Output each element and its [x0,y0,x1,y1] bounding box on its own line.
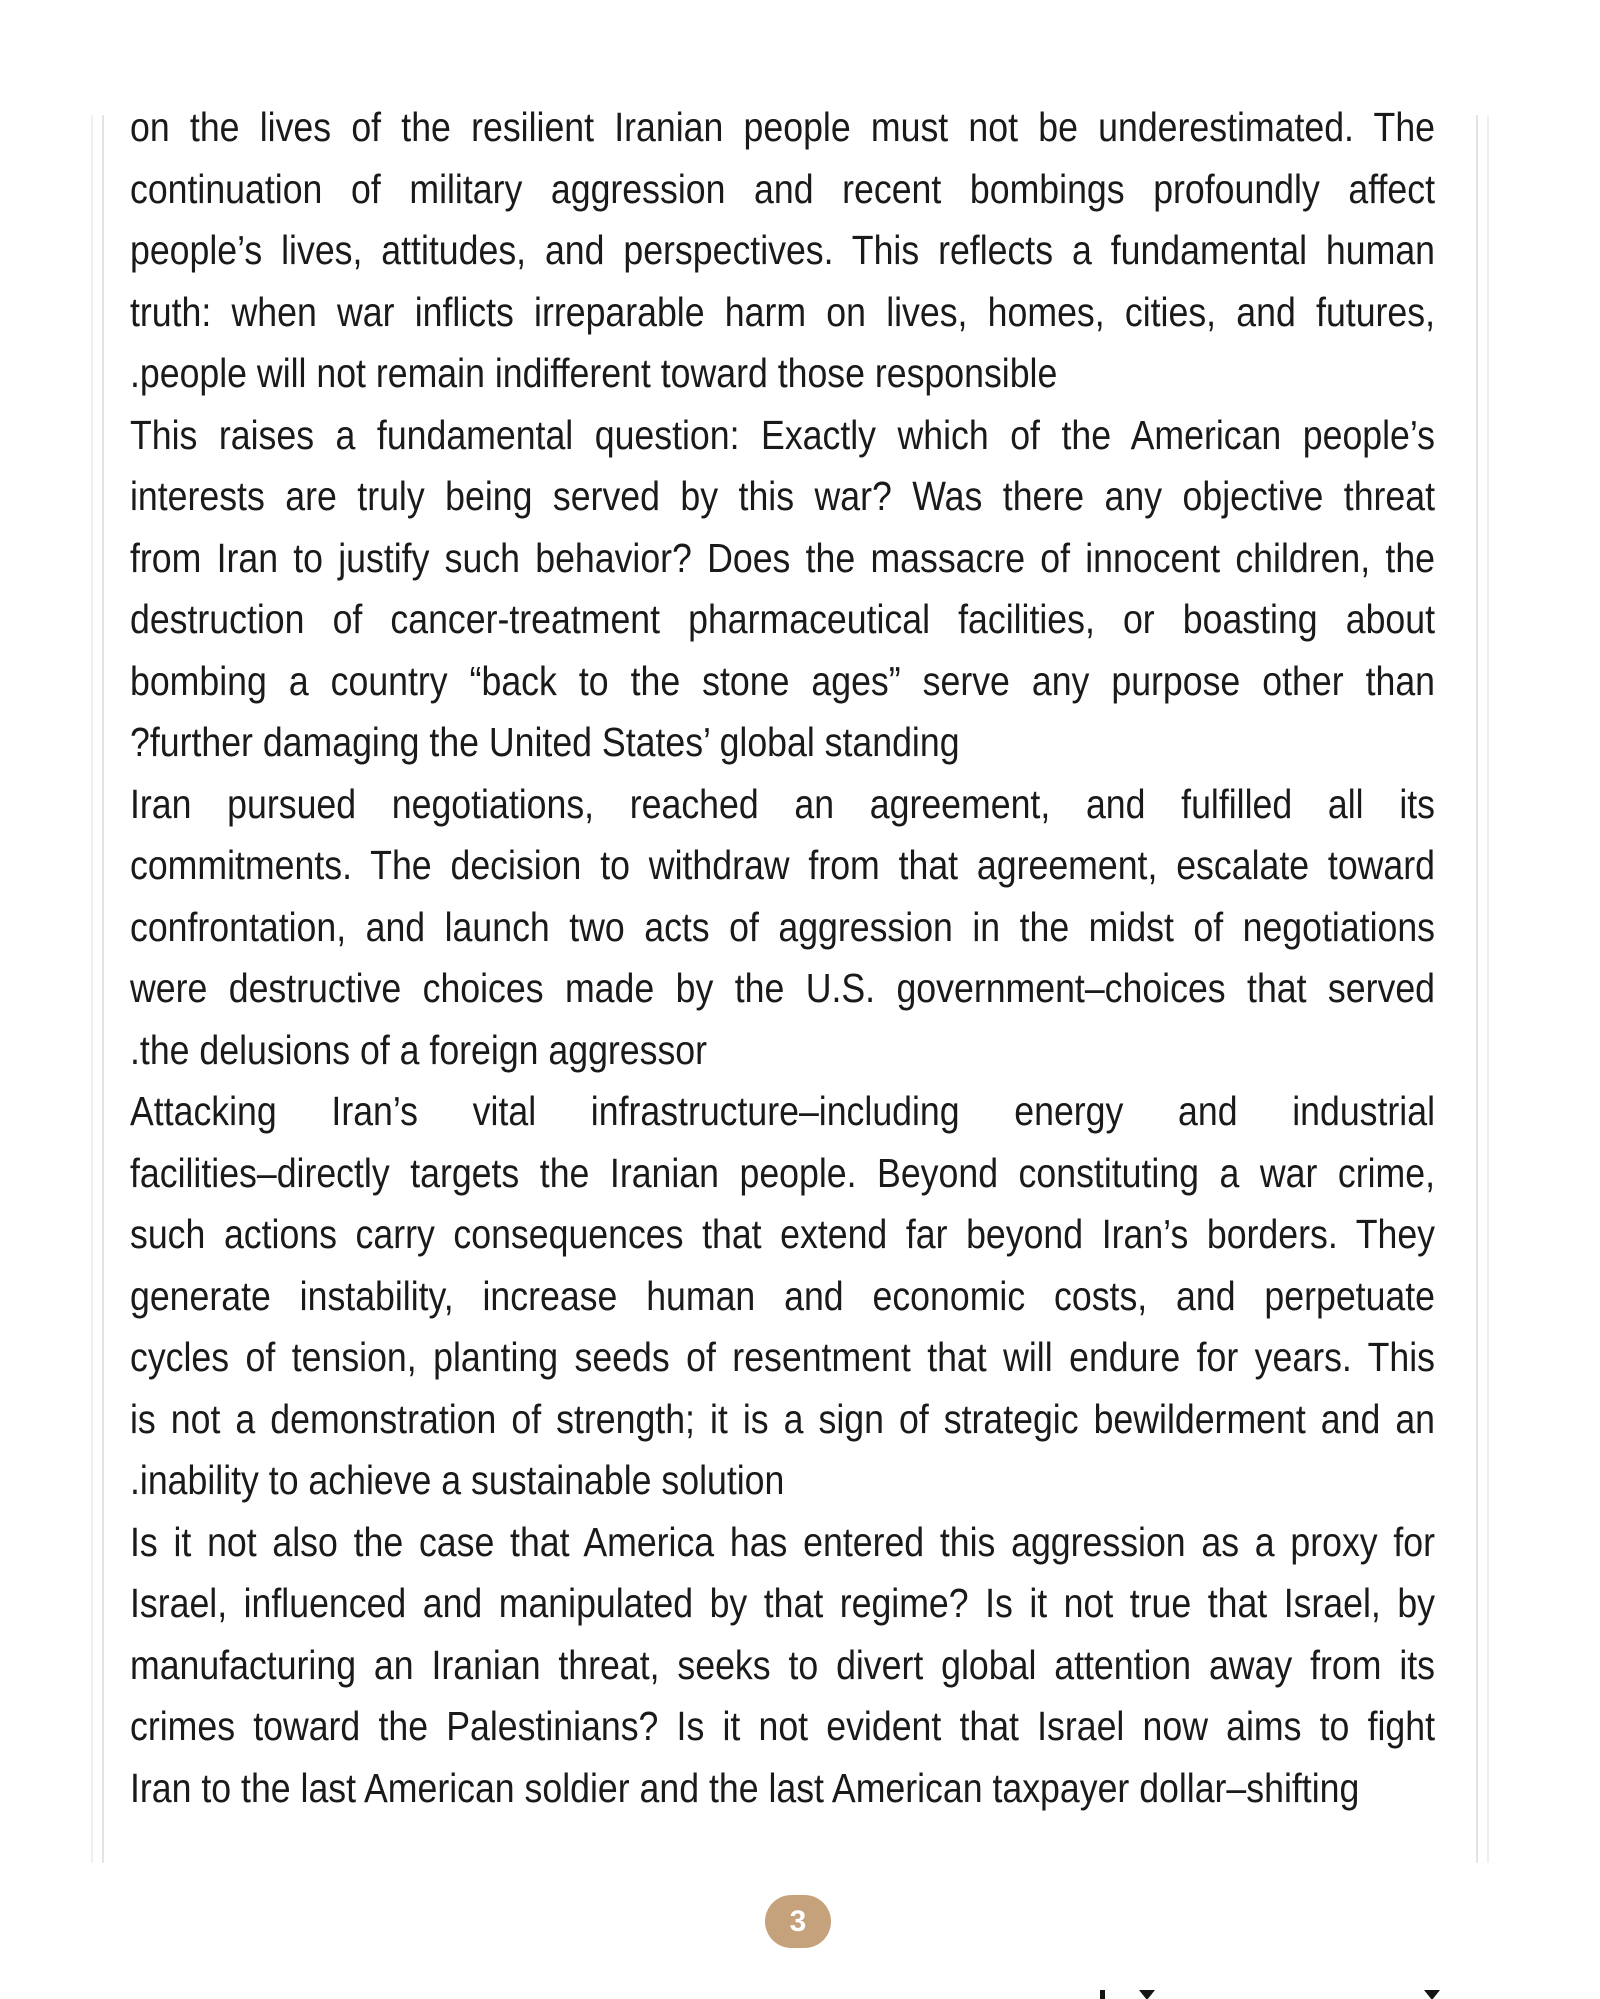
paragraph [130,405,1435,774]
cutoff-glyph-fragment [1100,1990,1105,1999]
text-line: .the delusions of a foreign aggressor [130,1026,708,1073]
page-number: 3 [789,1904,807,1938]
text-line: manufacturing an Iranian threat, seeks to divert global attention away from its [130,1641,1435,1688]
text-line: cycles of tension, planting seeds of resentment that will endure for years. This [130,1334,1435,1380]
text-line: facilities–directly targets the Iranian people. Beyond constituting a war crime, [130,1149,1435,1196]
text-line: commitments. The decision to withdraw from that agreement, escalate toward [130,842,1435,888]
text-line: generate instability, increase human and economic costs, and perpetuate [130,1272,1435,1319]
paragraph [130,774,1435,1082]
text-line: .people will not remain indifferent toward those responsible [130,350,1058,396]
text-line: confrontation, and launch two acts of aggression in the midst of negotiations [130,903,1435,950]
text-line: bombing a country “back to the stone ages” serve any purpose other than [130,657,1435,704]
text-line: Is it not also the case that America has entered this aggression as a proxy for [130,1518,1435,1565]
text-line: from Iran to justify such behavior? Does the massacre of innocent children, the [130,534,1435,581]
paragraph [130,1512,1435,1820]
text-line: is not a demonstration of strength; it is a sign of strategic bewilderment and an [130,1395,1435,1442]
text-line: Iran to the last American soldier and the last American taxpayer dollar–shifting [130,1764,1360,1811]
paragraph [130,1081,1435,1512]
cutoff-glyph-fragment [1424,1990,1440,1999]
page-text [130,97,1435,1819]
text-line: crimes toward the Palestinians? Is it not evident that Israel now aims to fight [130,1703,1435,1749]
text-line: .inability to achieve a sustainable solution [130,1457,785,1503]
text-line: interests are truly being served by this war? Was there any objective threat [130,473,1435,519]
text-line: such actions carry consequences that extend far beyond Iran’s borders. They [130,1211,1435,1257]
page-stack-edge-left-outer [91,115,93,1863]
page-stack-edge-right-inner [1476,115,1478,1863]
page-stack-edge-left-inner [102,115,104,1863]
text-line: destruction of cancer-treatment pharmaceutical facilities, or boasting about [130,596,1435,642]
text-line: ?further damaging the United States’ global standing [130,719,960,765]
text-line: This raises a fundamental question: Exactly which of the American people’s [130,411,1435,458]
text-line: truth: when war inflicts irreparable harm on lives, homes, cities, and futures, [130,288,1435,335]
paragraph [130,97,1435,405]
text-line: were destructive choices made by the U.S. government–choices that served [130,965,1435,1011]
text-line: people’s lives, attitudes, and perspectives. This reflects a fundamental human [130,227,1435,273]
text-line: Iran pursued negotiations, reached an agreement, and fulfilled all its [130,780,1435,827]
page-number-badge [765,1895,831,1948]
text-line: Israel, influenced and manipulated by that regime? Is it not true that Israel, by [130,1580,1435,1626]
text-line: Attacking Iran’s vital infrastructure–including energy and industrial [130,1088,1435,1134]
cutoff-glyph-fragment [1139,1990,1155,1999]
text-line: on the lives of the resilient Iranian people must not be underestimated. The [130,104,1435,150]
text-line: continuation of military aggression and recent bombings profoundly affect [130,165,1435,212]
page-stack-edge-right-outer [1487,115,1489,1863]
